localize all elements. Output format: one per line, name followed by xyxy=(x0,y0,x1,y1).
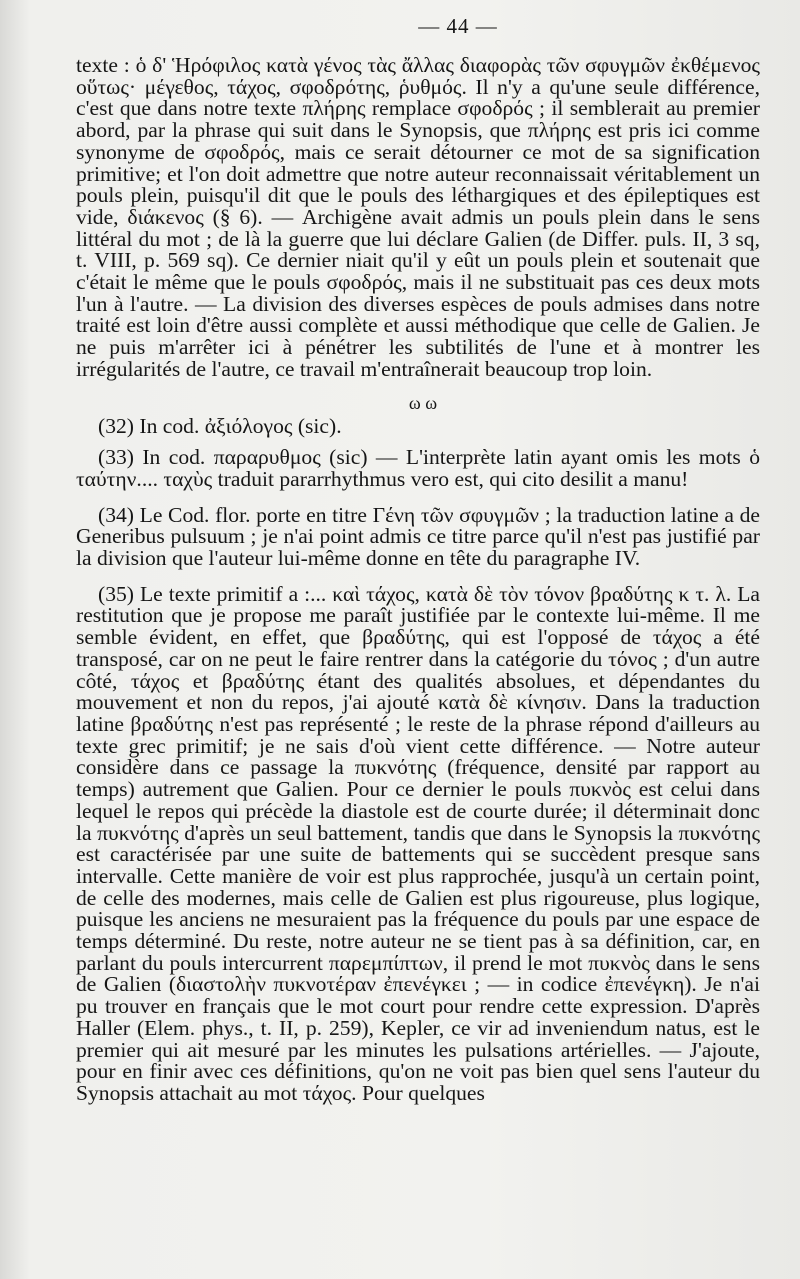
footnote-34: (34) Le Cod. flor. porte en titre Γένη τῶν σφυγμῶν ; la traduction latine a de Generibus pulsuum ; je n'ai point admis ce titre parce qu'il n'est pas justifié par la division que l'auteur lui-même donne en tête du paragraphe IV. xyxy=(76,502,760,571)
footnote-33: (33) In cod. παραρυθμος (sic) — L'interprète latin ayant omis les mots ὁ ταύτην.... ταχὺς traduit pararrhythmus vero est, qui cito desilit a manu! xyxy=(76,445,760,491)
continued-paragraph: texte : ὁ δ' Ἡρόφιλος κατὰ γένος τὰς ἄλλας διαφορὰς τῶν σφυγμῶν ἐκθέμενος οὕτως· μέγεθος, τάχος, σφοδρότης, ῥυθμός. Il n'y a qu'une seule différence, c'est que dans notre texte πλήρης remplace σφοδρός ; il semblerait au premier abord, par la phrase qui suit dans le Synopsis, que πλήρης est pris ici comme synonyme de σφοδρός, mais ce serait détourner ce mot de sa signification primitive; et l'on doit admettre que notre auteur reconnaissait véritablement un pouls plein, puisqu'il dit que le pouls des léthargiques et des épileptiques est vide, διάκενος (§ 6). — Archigène avait admis un pouls plein dans le sens littéral du mot ; de là la guerre que lui déclare Galien (de Differ. puls. II, 3 sq, t. VIII, p. 569 sq). Ce dernier niait qu'il y eût un pouls plein et soutenait que c'était le même que le pouls σφοδρός, mais il ne substituait pas ces deux mots l'un à l'autre. — La division des diverses espèces de pouls admises dans notre traité est loin d'être aussi complète et aussi méthodique que celle de Galien. Je ne puis m'arrêter ici à pénétrer les subtilités de l'une et à montrer les irrégularités de l'autre, ce travail m'entraînerait beaucoup trop loin. xyxy=(76,53,760,381)
footnote-35: (35) Le texte primitif a :... καὶ τάχος, κατὰ δὲ τὸν τόνον βραδύτης κ τ. λ. La restitution que je propose me paraît justifiée par le contexte lui-même. Il me semble évident, en effet, que βραδύτης, qui est l'opposé de τάχος a été transposé, car on ne peut le faire rentrer dans la catégorie du τόνος ; d'un autre côté, τάχος et βραδύτης étant des qualités absolues, et dépendantes du mouvement et non du repos, j'ai ajouté κατὰ δὲ κίνησιν. Dans la traduction latine βραδύτης n'est pas représenté ; le reste de la phrase répond d'ailleurs au texte grec primitif; je ne sais d'où vient cette différence. — Notre auteur considère dans ce passage la πυκνότης (fréquence, densité par rapport au temps) autrement que Galien. Pour ce dernier le pouls πυκνὸς est celui dans lequel le repos qui précède la diastole est de courte durée; il déterminait donc la πυκνότης d'après un seul battement, tandis que dans le Synopsis la πυκνότης est caractérisée par une suite de battements qui se succèdent presque sans intervalle. Cette manière de voir est plus rapprochée, jusqu'à un certain point, de celle des modernes, mais celle de Galien est plus rigoureuse, plus logique, puisque les anciens ne mesuraient pas la fréquence du pouls par une espace de temps déterminé. Du reste, notre auteur ne se tient pas à sa définition, car, en parlant du pouls intercurrent παρεμπίπτων, il prend le mot πυκνὸς dans le sens de Galien (διαστολὴν πυκνοτέραν ἐπενέγκει ; — in codice ἐπενέγκη). Je n'ai pu trouver en français que le mot court pour rendre cette expression. D'après Haller (Elem. phys., t. II, p. 259), Kepler, ce vir ad inveniendum natus, est le premier qui ait mesuré par les minutes les pulsations artérielles. — J'ajoute, pour en finir avec ces définitions, qu'on ne voit pas bien quel sens l'auteur du Synopsis attachait au mot τάχος. Pour quelques xyxy=(76,581,760,1105)
footnote-32: (32) In cod. ἀξιόλογος (sic). xyxy=(98,413,342,438)
page-number: — 44 — xyxy=(418,14,498,38)
section-separator: ω ω xyxy=(408,392,438,413)
